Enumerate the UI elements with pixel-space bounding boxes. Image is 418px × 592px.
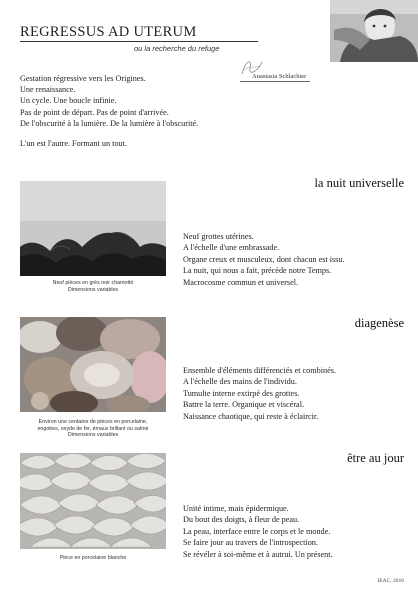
- section-caption: [18, 419, 168, 439]
- section-caption: [18, 555, 168, 562]
- poem-line: La peau, interface entre le corps et le monde.: [183, 526, 331, 536]
- author-name: Anastasia Schlachter: [252, 73, 307, 80]
- section-photo-black-stoneware: [20, 181, 166, 276]
- poem-line: A l'échelle d'une embrassade.: [183, 243, 280, 253]
- section-poem: [183, 503, 333, 560]
- caption-line: Neuf pièces en grès noir chamotté: [52, 280, 134, 286]
- caption-line: Pièce en porcelaine blanche: [59, 555, 127, 561]
- section-title: la nuit universelle: [314, 176, 404, 190]
- poem-line: Unité intime, mais épidermique.: [183, 504, 289, 513]
- section-title: diagenèse: [354, 316, 404, 330]
- caption-line: Environ une centaine de pièces en porcelaine,: [38, 419, 148, 425]
- poem-line: A l'échelle des mains de l'individu.: [183, 377, 297, 387]
- caption-line: Dimensions variables: [67, 286, 119, 293]
- intro-line: Une renaissance.: [20, 85, 76, 95]
- section-photo-porcelain-pieces: [20, 317, 166, 412]
- intro-line: Pas de point de départ. Pas de point d'arrivée.: [20, 107, 169, 117]
- intro-tagline: L'un est l'autre. Formant un tout.: [20, 139, 127, 148]
- section-caption: [18, 280, 168, 293]
- poem-line: Se faire jour au travers de l'introspection.: [183, 538, 318, 548]
- page-subtitle: ou la recherche du refuge: [134, 44, 220, 53]
- poem-line: Tumulte interne extirpé des grottes.: [183, 388, 300, 398]
- footer-credit: IEAC, 2016: [377, 578, 404, 584]
- poem-line: Naissance chaotique, qui reste à éclaircir.: [183, 411, 319, 421]
- poem-line: La nuit, qui nous a fait, précède notre Temps.: [183, 266, 332, 276]
- poem-line: Macrocosme commun et universel.: [183, 277, 299, 287]
- intro-line: Un cycle. Une boucle infinie.: [20, 96, 117, 106]
- poem-line: Du bout des doigts, à fleur de peau.: [183, 515, 300, 525]
- section-photo-white-porcelain: [20, 453, 166, 549]
- poem-line: Neuf grottes utérines.: [183, 232, 254, 241]
- section-poem: [183, 231, 345, 288]
- intro-text: [20, 73, 198, 129]
- poem-line: Battre la terre. Organique et viscéral.: [183, 400, 305, 410]
- poem-line: Se révéler à soi-même et à autrui. Un présent.: [183, 549, 333, 559]
- poem-line: Ensemble d'éléments différenciés et combinés.: [183, 366, 336, 375]
- intro-line: Gestation régressive vers les Origines.: [20, 74, 146, 83]
- section-poem: [183, 365, 336, 422]
- author-underline: [240, 81, 310, 82]
- author-portrait: [330, 0, 418, 62]
- title-underline: [20, 41, 258, 42]
- poem-line: Organe creux et musculeux, dont chacun est issu.: [183, 254, 345, 264]
- caption-line: Dimensions variables: [67, 432, 119, 439]
- caption-line: engobes, oxyde de fer, émaux brillant ou satiné: [37, 425, 149, 432]
- section-title: être au jour: [347, 451, 404, 465]
- intro-line: De l'obscurité à la lumière. De la lumière à l'obscurité.: [20, 118, 199, 128]
- page-title: REGRESSUS AD UTERUM: [20, 24, 197, 40]
